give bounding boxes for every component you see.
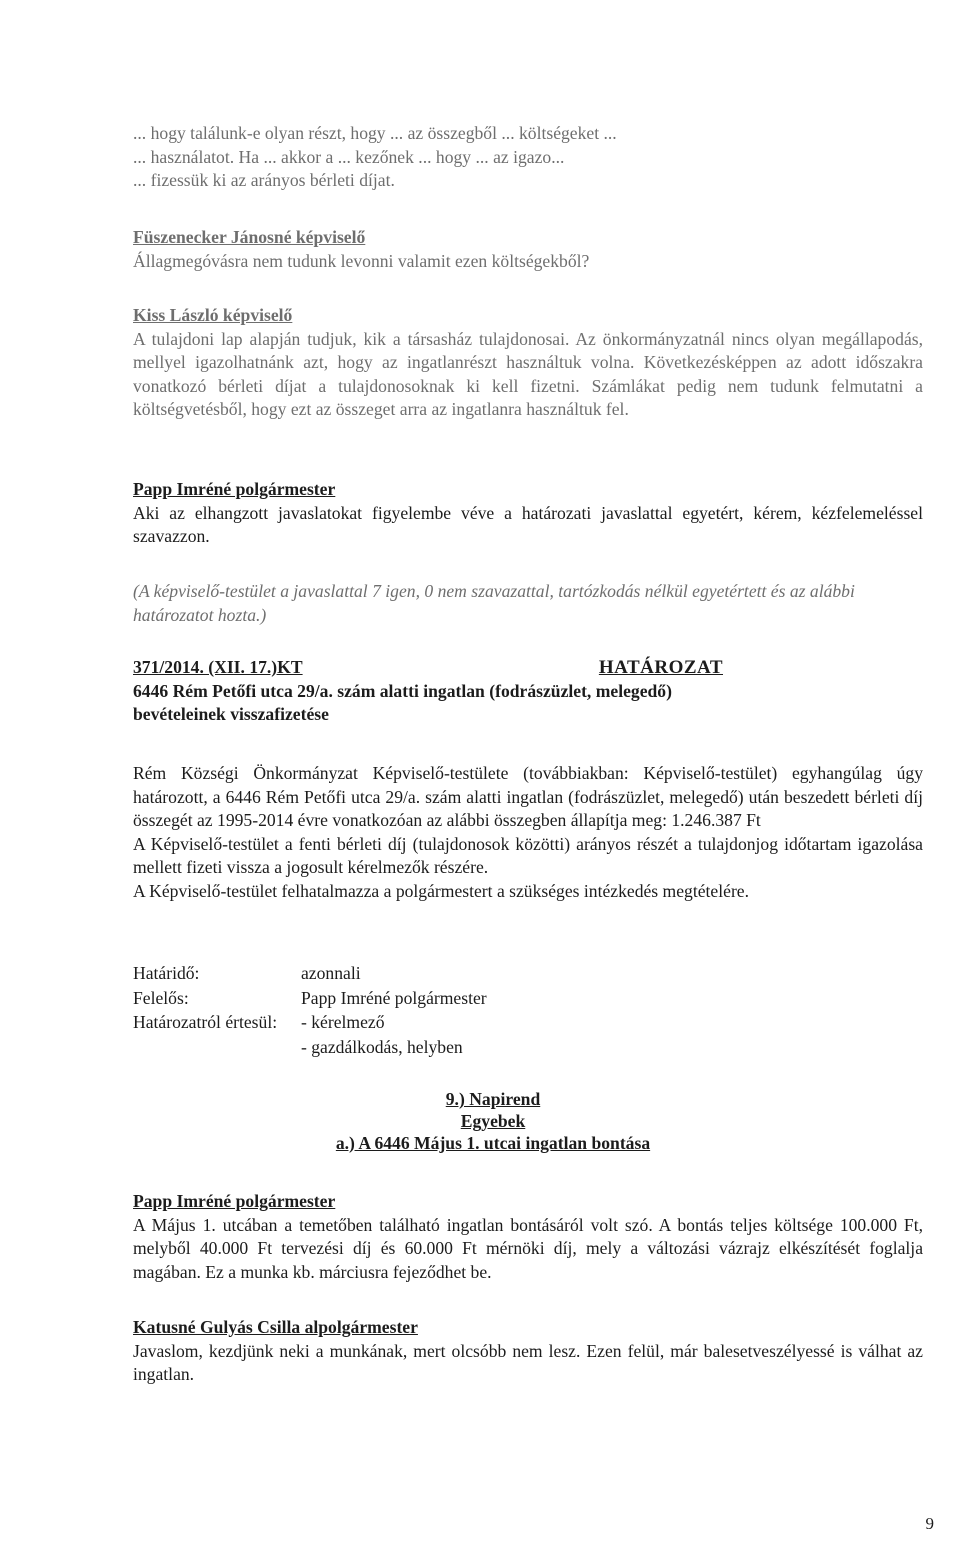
fragment-line-3: ... fizessük ki az arányos bérleti díjat. bbox=[133, 170, 395, 190]
resolution-title-row bbox=[133, 656, 723, 680]
speaker-name: Kiss László képviselő bbox=[133, 305, 293, 325]
agenda-title: Egyebek bbox=[460, 1111, 526, 1131]
speech-text: A tulajdoni lap alapján tudjuk, kik a társasház tulajdonosai. Az önkormányzatnál nincs olyan megállapodás, mellyel igazolhatnánk azt, hogy az ingatlanrészt használtuk volna. Következésképpen az adott időszakra vonatkozó bérleti díjat a tulajdonosoknak ki kell fizetni. Számlákat pedig nem tudunk felmutatni a költségvetésből, hogy ezt az összeget arra az ingatlanra használtuk fel. bbox=[133, 328, 923, 419]
notify-label: Határozatról értesül: bbox=[133, 1012, 278, 1032]
speech-block-5 bbox=[133, 1316, 923, 1387]
speech-block-2 bbox=[133, 304, 923, 422]
deadline-label: Határidő: bbox=[133, 963, 200, 983]
resolution-paragraph-1: Rém Községi Önkormányzat Képviselő-testülete (továbbiakban: Képviselő-testület) egyhangúlag úgy határozott, a 6446 Rém Petőfi utca 29/a. szám alatti ingatlan (fodrászüzlet, melegedő) után beszedett bérleti díj összegét az 1995-2014 évre vonatkozóan az alábbi összegben állapítja meg: 1.246.387 Ft bbox=[133, 763, 923, 830]
speech-block-1 bbox=[133, 226, 923, 273]
top-fragment bbox=[133, 122, 923, 193]
notify-value-1: - kérelmező bbox=[301, 1012, 385, 1032]
vote-note: (A képviselő-testület a javaslattal 7 igen, 0 nem szavazattal, tartózkodás nélkül egyetértett és az alábbi határozatot hozta.) bbox=[133, 581, 855, 625]
resolution-number: 371/2014. (XII. 17.)KT bbox=[133, 657, 303, 677]
speech-text: A Május 1. utcában a temetőben található ingatlan bontásáról volt szó. A bontás teljes költsége 100.000 Ft, melyből 40.000 Ft tervezési díj és 60.000 Ft mérnöki díj, mely a változási vázrajz elkészítését foglalja magában. Ez a munka kb. márciusra fejeződhet be. bbox=[133, 1214, 923, 1282]
resolution-subject: 6446 Rém Petőfi utca 29/a. szám alatti ingatlan (fodrászüzlet, melegedő) bbox=[133, 680, 672, 701]
resolution-label: HATÁROZAT bbox=[598, 657, 723, 678]
agenda-item: 9.) Napirend bbox=[445, 1089, 541, 1109]
responsible-value: Papp Imréné polgármester bbox=[301, 987, 487, 1008]
speaker-name: Papp Imréné polgármester bbox=[133, 479, 336, 499]
speech-text: Aki az elhangzott javaslatokat figyelembe véve a határozati javaslattal egyetért, kérem, kézfelemeléssel szavazzon. bbox=[133, 502, 923, 546]
resolution-paragraph-3: A Képviselő-testület felhatalmazza a polgármestert a szükséges intézkedés megtételére. bbox=[133, 880, 750, 901]
responsible-label: Felelős: bbox=[133, 987, 189, 1008]
speech-block-4 bbox=[133, 1190, 923, 1284]
notify-value-2: - gazdálkodás, helyben bbox=[301, 1036, 463, 1057]
speech-text: Javaslom, kezdjünk neki a munkának, mert olcsóbb nem lesz. Ezen felül, már balesetveszélyessé is válhat az ingatlan. bbox=[133, 1340, 923, 1384]
agenda-subitem: a.) A 6446 Május 1. utcai ingatlan bontása bbox=[335, 1133, 651, 1153]
resolution-paragraph-2: A Képviselő-testület a fenti bérleti díj (tulajdonosok közötti) arányos részét a tulajdonjog időtartam igazolása mellett fizeti vissza a jogosult kérelmezők részére. bbox=[133, 833, 923, 877]
fragment-line-2: ... használatot. Ha ... akkor a ... kezőnek ... hogy ... az igazo... bbox=[133, 146, 565, 167]
deadline-value: azonnali bbox=[301, 963, 361, 983]
resolution-body bbox=[133, 762, 923, 903]
speaker-name: Katusné Gulyás Csilla alpolgármester bbox=[133, 1317, 418, 1337]
speaker-name: Füszenecker Jánosné képviselő bbox=[133, 227, 366, 247]
resolution-header bbox=[133, 656, 923, 727]
page-number: 9 bbox=[925, 1514, 934, 1533]
resolution-subject-cont: bevételeinek visszafizetése bbox=[133, 704, 329, 724]
fragment-line-1: ... hogy találunk-e olyan részt, hogy ... az összegből ... költségeket ... bbox=[133, 123, 617, 143]
speaker-name: Papp Imréné polgármester bbox=[133, 1191, 336, 1211]
speech-block-3 bbox=[133, 478, 923, 549]
speech-text: Állagmegóvásra nem tudunk levonni valamit ezen költségekből? bbox=[133, 250, 590, 271]
agenda-heading bbox=[133, 1088, 853, 1154]
resolution-meta bbox=[133, 962, 923, 1059]
